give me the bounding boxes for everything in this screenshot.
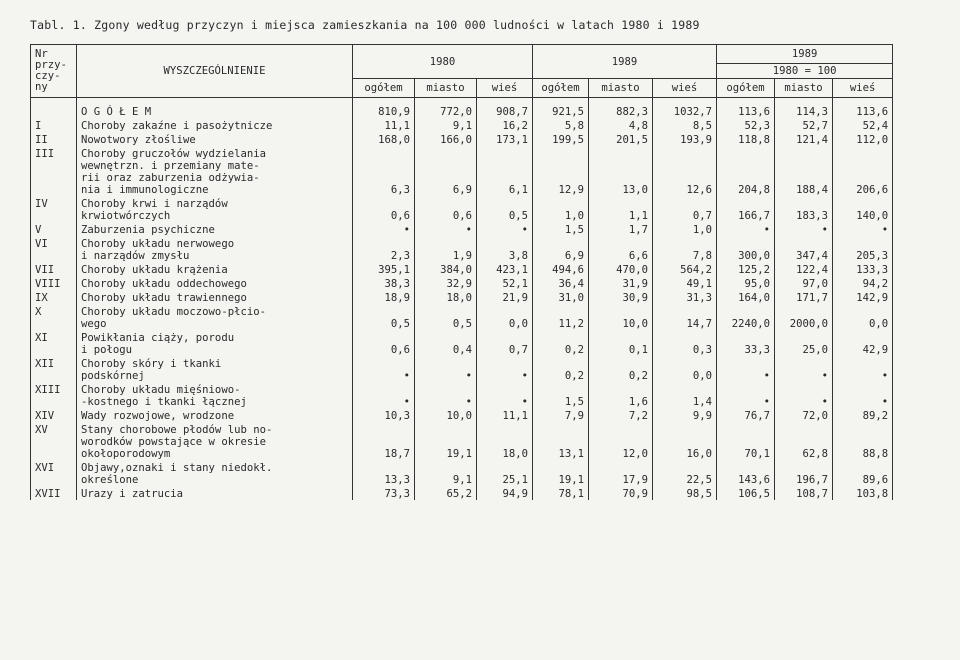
value-cell: •: [353, 222, 415, 236]
value-cell: 196,7: [775, 460, 833, 486]
value-cell: 201,5: [589, 132, 653, 146]
cause-number: VII: [31, 262, 77, 276]
cause-name: Choroby układu oddechowego: [77, 276, 353, 290]
value-cell: 1032,7: [653, 98, 717, 119]
mortality-table: [30, 44, 893, 500]
value-cell: 32,9: [415, 276, 477, 290]
value-cell: •: [477, 356, 533, 382]
value-cell: 7,8: [653, 236, 717, 262]
value-cell: 114,3: [775, 98, 833, 119]
value-cell: 1,7: [589, 222, 653, 236]
value-cell: 52,7: [775, 118, 833, 132]
table-row: [31, 236, 893, 262]
value-cell: 171,7: [775, 290, 833, 304]
value-cell: 183,3: [775, 196, 833, 222]
value-cell: 52,4: [833, 118, 893, 132]
subheader-cell: ogółem: [533, 79, 589, 98]
table-header: [31, 45, 893, 98]
table-row: [31, 382, 893, 408]
value-cell: 0,2: [533, 356, 589, 382]
value-cell: 10,3: [353, 408, 415, 422]
value-cell: 13,3: [353, 460, 415, 486]
value-cell: •: [477, 382, 533, 408]
value-cell: 0,2: [589, 356, 653, 382]
value-cell: •: [353, 382, 415, 408]
value-cell: •: [717, 356, 775, 382]
value-cell: 9,1: [415, 118, 477, 132]
value-cell: 25,0: [775, 330, 833, 356]
value-cell: 13,1: [533, 422, 589, 460]
value-cell: 4,8: [589, 118, 653, 132]
cause-name: Choroby układu krążenia: [77, 262, 353, 276]
value-cell: •: [775, 222, 833, 236]
value-cell: 98,5: [653, 486, 717, 500]
value-cell: 89,6: [833, 460, 893, 486]
cause-number: III: [31, 146, 77, 196]
value-cell: 88,8: [833, 422, 893, 460]
value-cell: 113,6: [833, 98, 893, 119]
value-cell: •: [833, 382, 893, 408]
header-year-1980: 1980: [353, 45, 533, 79]
value-cell: 122,4: [775, 262, 833, 276]
value-cell: 0,0: [477, 304, 533, 330]
value-cell: 97,0: [775, 276, 833, 290]
cause-name: Choroby układu trawiennego: [77, 290, 353, 304]
table-row: [31, 118, 893, 132]
value-cell: 7,2: [589, 408, 653, 422]
value-cell: 384,0: [415, 262, 477, 276]
value-cell: •: [717, 222, 775, 236]
value-cell: 347,4: [775, 236, 833, 262]
value-cell: 103,8: [833, 486, 893, 500]
value-cell: 14,7: [653, 304, 717, 330]
cause-number: II: [31, 132, 77, 146]
value-cell: 2,3: [353, 236, 415, 262]
value-cell: •: [717, 382, 775, 408]
value-cell: 2240,0: [717, 304, 775, 330]
value-cell: 882,3: [589, 98, 653, 119]
cause-name: Powikłania ciąży, porodu i połogu: [77, 330, 353, 356]
value-cell: 18,0: [477, 422, 533, 460]
value-cell: 125,2: [717, 262, 775, 276]
subheader-cell: miasto: [589, 79, 653, 98]
table-row: [31, 330, 893, 356]
value-cell: 0,4: [415, 330, 477, 356]
cause-name: Choroby skóry i tkanki podskórnej: [77, 356, 353, 382]
value-cell: •: [775, 382, 833, 408]
header-year-1989-index: 1989: [717, 45, 893, 64]
value-cell: 0,7: [653, 196, 717, 222]
value-cell: 140,0: [833, 196, 893, 222]
value-cell: 89,2: [833, 408, 893, 422]
value-cell: 70,1: [717, 422, 775, 460]
cause-number: XIV: [31, 408, 77, 422]
subheader-cell: miasto: [775, 79, 833, 98]
value-cell: 12,9: [533, 146, 589, 196]
value-cell: 0,2: [533, 330, 589, 356]
value-cell: 423,1: [477, 262, 533, 276]
cause-name: Objawy,oznaki i stany niedokł. określone: [77, 460, 353, 486]
value-cell: 1,6: [589, 382, 653, 408]
value-cell: 36,4: [533, 276, 589, 290]
value-cell: 0,5: [353, 304, 415, 330]
value-cell: 38,3: [353, 276, 415, 290]
cause-name: Choroby układu mięśniowo- -kostnego i tkanki łącznej: [77, 382, 353, 408]
value-cell: 31,3: [653, 290, 717, 304]
value-cell: 470,0: [589, 262, 653, 276]
value-cell: 70,9: [589, 486, 653, 500]
subheader-cell: wieś: [653, 79, 717, 98]
value-cell: 6,9: [533, 236, 589, 262]
cause-name: Choroby krwi i narządów krwiotwórczych: [77, 196, 353, 222]
cause-name: Choroby układu moczowo-płcio- wego: [77, 304, 353, 330]
table-row: [31, 290, 893, 304]
table-row: [31, 262, 893, 276]
value-cell: •: [415, 382, 477, 408]
value-cell: 206,6: [833, 146, 893, 196]
value-cell: 25,1: [477, 460, 533, 486]
value-cell: 143,6: [717, 460, 775, 486]
value-cell: 0,0: [653, 356, 717, 382]
value-cell: 31,9: [589, 276, 653, 290]
value-cell: 13,0: [589, 146, 653, 196]
value-cell: 52,3: [717, 118, 775, 132]
value-cell: 9,9: [653, 408, 717, 422]
subheader-cell: ogółem: [353, 79, 415, 98]
value-cell: 94,2: [833, 276, 893, 290]
cause-number: XIII: [31, 382, 77, 408]
table-row: [31, 356, 893, 382]
cause-name: O G Ó Ł E M: [77, 98, 353, 119]
cause-name: Urazy i zatrucia: [77, 486, 353, 500]
header-wyszczegolnienie: WYSZCZEGÓLNIENIE: [77, 45, 353, 98]
cause-number: XII: [31, 356, 77, 382]
value-cell: 16,0: [653, 422, 717, 460]
value-cell: 166,7: [717, 196, 775, 222]
value-cell: 3,8: [477, 236, 533, 262]
table-row: [31, 146, 893, 196]
value-cell: 95,0: [717, 276, 775, 290]
value-cell: 772,0: [415, 98, 477, 119]
value-cell: 9,1: [415, 460, 477, 486]
cause-name: Choroby zakaźne i pasożytnicze: [77, 118, 353, 132]
value-cell: 810,9: [353, 98, 415, 119]
cause-name: Choroby gruczołów wydzielania wewnętrzn. i przemiany mate- rii oraz zaburzenia odżywia- nia i immunologiczne: [77, 146, 353, 196]
value-cell: 193,9: [653, 132, 717, 146]
value-cell: 0,0: [833, 304, 893, 330]
value-cell: 6,3: [353, 146, 415, 196]
value-cell: •: [353, 356, 415, 382]
value-cell: 494,6: [533, 262, 589, 276]
value-cell: 76,7: [717, 408, 775, 422]
value-cell: 121,4: [775, 132, 833, 146]
value-cell: 0,7: [477, 330, 533, 356]
cause-number: IV: [31, 196, 77, 222]
value-cell: 133,3: [833, 262, 893, 276]
cause-number: V: [31, 222, 77, 236]
value-cell: •: [775, 356, 833, 382]
cause-number: IX: [31, 290, 77, 304]
value-cell: 78,1: [533, 486, 589, 500]
value-cell: 7,9: [533, 408, 589, 422]
cause-number: X: [31, 304, 77, 330]
value-cell: 65,2: [415, 486, 477, 500]
value-cell: 33,3: [717, 330, 775, 356]
value-cell: •: [833, 222, 893, 236]
value-cell: 1,5: [533, 222, 589, 236]
value-cell: 164,0: [717, 290, 775, 304]
value-cell: 118,8: [717, 132, 775, 146]
table-row: [31, 486, 893, 500]
value-cell: 1,1: [589, 196, 653, 222]
table-row: [31, 196, 893, 222]
value-cell: 17,9: [589, 460, 653, 486]
value-cell: 908,7: [477, 98, 533, 119]
table-row: [31, 98, 893, 119]
value-cell: 8,5: [653, 118, 717, 132]
table-row: [31, 132, 893, 146]
table-row: [31, 276, 893, 290]
value-cell: 2000,0: [775, 304, 833, 330]
table-row: [31, 422, 893, 460]
cause-number: VI: [31, 236, 77, 262]
table-row: [31, 408, 893, 422]
header-year-1989: 1989: [533, 45, 717, 79]
value-cell: 113,6: [717, 98, 775, 119]
value-cell: 112,0: [833, 132, 893, 146]
value-cell: 108,7: [775, 486, 833, 500]
value-cell: 1,0: [533, 196, 589, 222]
value-cell: 205,3: [833, 236, 893, 262]
value-cell: 11,1: [353, 118, 415, 132]
value-cell: 73,3: [353, 486, 415, 500]
value-cell: 49,1: [653, 276, 717, 290]
value-cell: 1,4: [653, 382, 717, 408]
subheader-cell: wieś: [477, 79, 533, 98]
value-cell: 204,8: [717, 146, 775, 196]
cause-name: Stany chorobowe płodów lub no- worodków powstające w okresie okołoporodowym: [77, 422, 353, 460]
value-cell: 0,5: [477, 196, 533, 222]
value-cell: 6,6: [589, 236, 653, 262]
value-cell: 12,0: [589, 422, 653, 460]
value-cell: 395,1: [353, 262, 415, 276]
value-cell: 10,0: [415, 408, 477, 422]
value-cell: 0,6: [415, 196, 477, 222]
subheader-cell: miasto: [415, 79, 477, 98]
value-cell: 300,0: [717, 236, 775, 262]
value-cell: 0,5: [415, 304, 477, 330]
value-cell: 564,2: [653, 262, 717, 276]
value-cell: 6,9: [415, 146, 477, 196]
cause-number: I: [31, 118, 77, 132]
cause-number: XVI: [31, 460, 77, 486]
value-cell: 52,1: [477, 276, 533, 290]
value-cell: 6,1: [477, 146, 533, 196]
value-cell: 18,9: [353, 290, 415, 304]
value-cell: 10,0: [589, 304, 653, 330]
cause-number: XV: [31, 422, 77, 460]
value-cell: 62,8: [775, 422, 833, 460]
value-cell: 173,1: [477, 132, 533, 146]
cause-name: Wady rozwojowe, wrodzone: [77, 408, 353, 422]
value-cell: 0,3: [653, 330, 717, 356]
value-cell: 11,2: [533, 304, 589, 330]
value-cell: 168,0: [353, 132, 415, 146]
value-cell: 31,0: [533, 290, 589, 304]
cause-name: Zaburzenia psychiczne: [77, 222, 353, 236]
value-cell: 18,7: [353, 422, 415, 460]
value-cell: 0,6: [353, 330, 415, 356]
value-cell: 18,0: [415, 290, 477, 304]
value-cell: 166,0: [415, 132, 477, 146]
value-cell: 16,2: [477, 118, 533, 132]
value-cell: •: [833, 356, 893, 382]
cause-name: Choroby układu nerwowego i narządów zmysłu: [77, 236, 353, 262]
cause-number: VIII: [31, 276, 77, 290]
value-cell: •: [477, 222, 533, 236]
value-cell: 11,1: [477, 408, 533, 422]
value-cell: 1,0: [653, 222, 717, 236]
value-cell: 19,1: [415, 422, 477, 460]
cause-number: XI: [31, 330, 77, 356]
table-row: [31, 222, 893, 236]
table-row: [31, 460, 893, 486]
value-cell: 1,5: [533, 382, 589, 408]
header-index-base: 1980 = 100: [717, 64, 893, 79]
value-cell: 5,8: [533, 118, 589, 132]
value-cell: 19,1: [533, 460, 589, 486]
value-cell: 12,6: [653, 146, 717, 196]
table-body: [31, 98, 893, 501]
table-title: Tabl. 1. Zgony według przyczyn i miejsca zamieszkania na 100 000 ludności w latach 1980 i 1989: [30, 18, 700, 32]
value-cell: 0,6: [353, 196, 415, 222]
value-cell: 21,9: [477, 290, 533, 304]
value-cell: 22,5: [653, 460, 717, 486]
subheader-cell: wieś: [833, 79, 893, 98]
header-nr: Nr przy- czy- ny: [31, 45, 77, 98]
cause-number: XVII: [31, 486, 77, 500]
value-cell: 0,1: [589, 330, 653, 356]
table-row: [31, 304, 893, 330]
value-cell: •: [415, 222, 477, 236]
value-cell: 1,9: [415, 236, 477, 262]
value-cell: 42,9: [833, 330, 893, 356]
subheader-cell: ogółem: [717, 79, 775, 98]
value-cell: 30,9: [589, 290, 653, 304]
value-cell: 199,5: [533, 132, 589, 146]
value-cell: •: [415, 356, 477, 382]
value-cell: 142,9: [833, 290, 893, 304]
value-cell: 72,0: [775, 408, 833, 422]
cause-name: Nowotwory złośliwe: [77, 132, 353, 146]
value-cell: 106,5: [717, 486, 775, 500]
value-cell: 188,4: [775, 146, 833, 196]
cause-number: [31, 98, 77, 119]
value-cell: 94,9: [477, 486, 533, 500]
value-cell: 921,5: [533, 98, 589, 119]
